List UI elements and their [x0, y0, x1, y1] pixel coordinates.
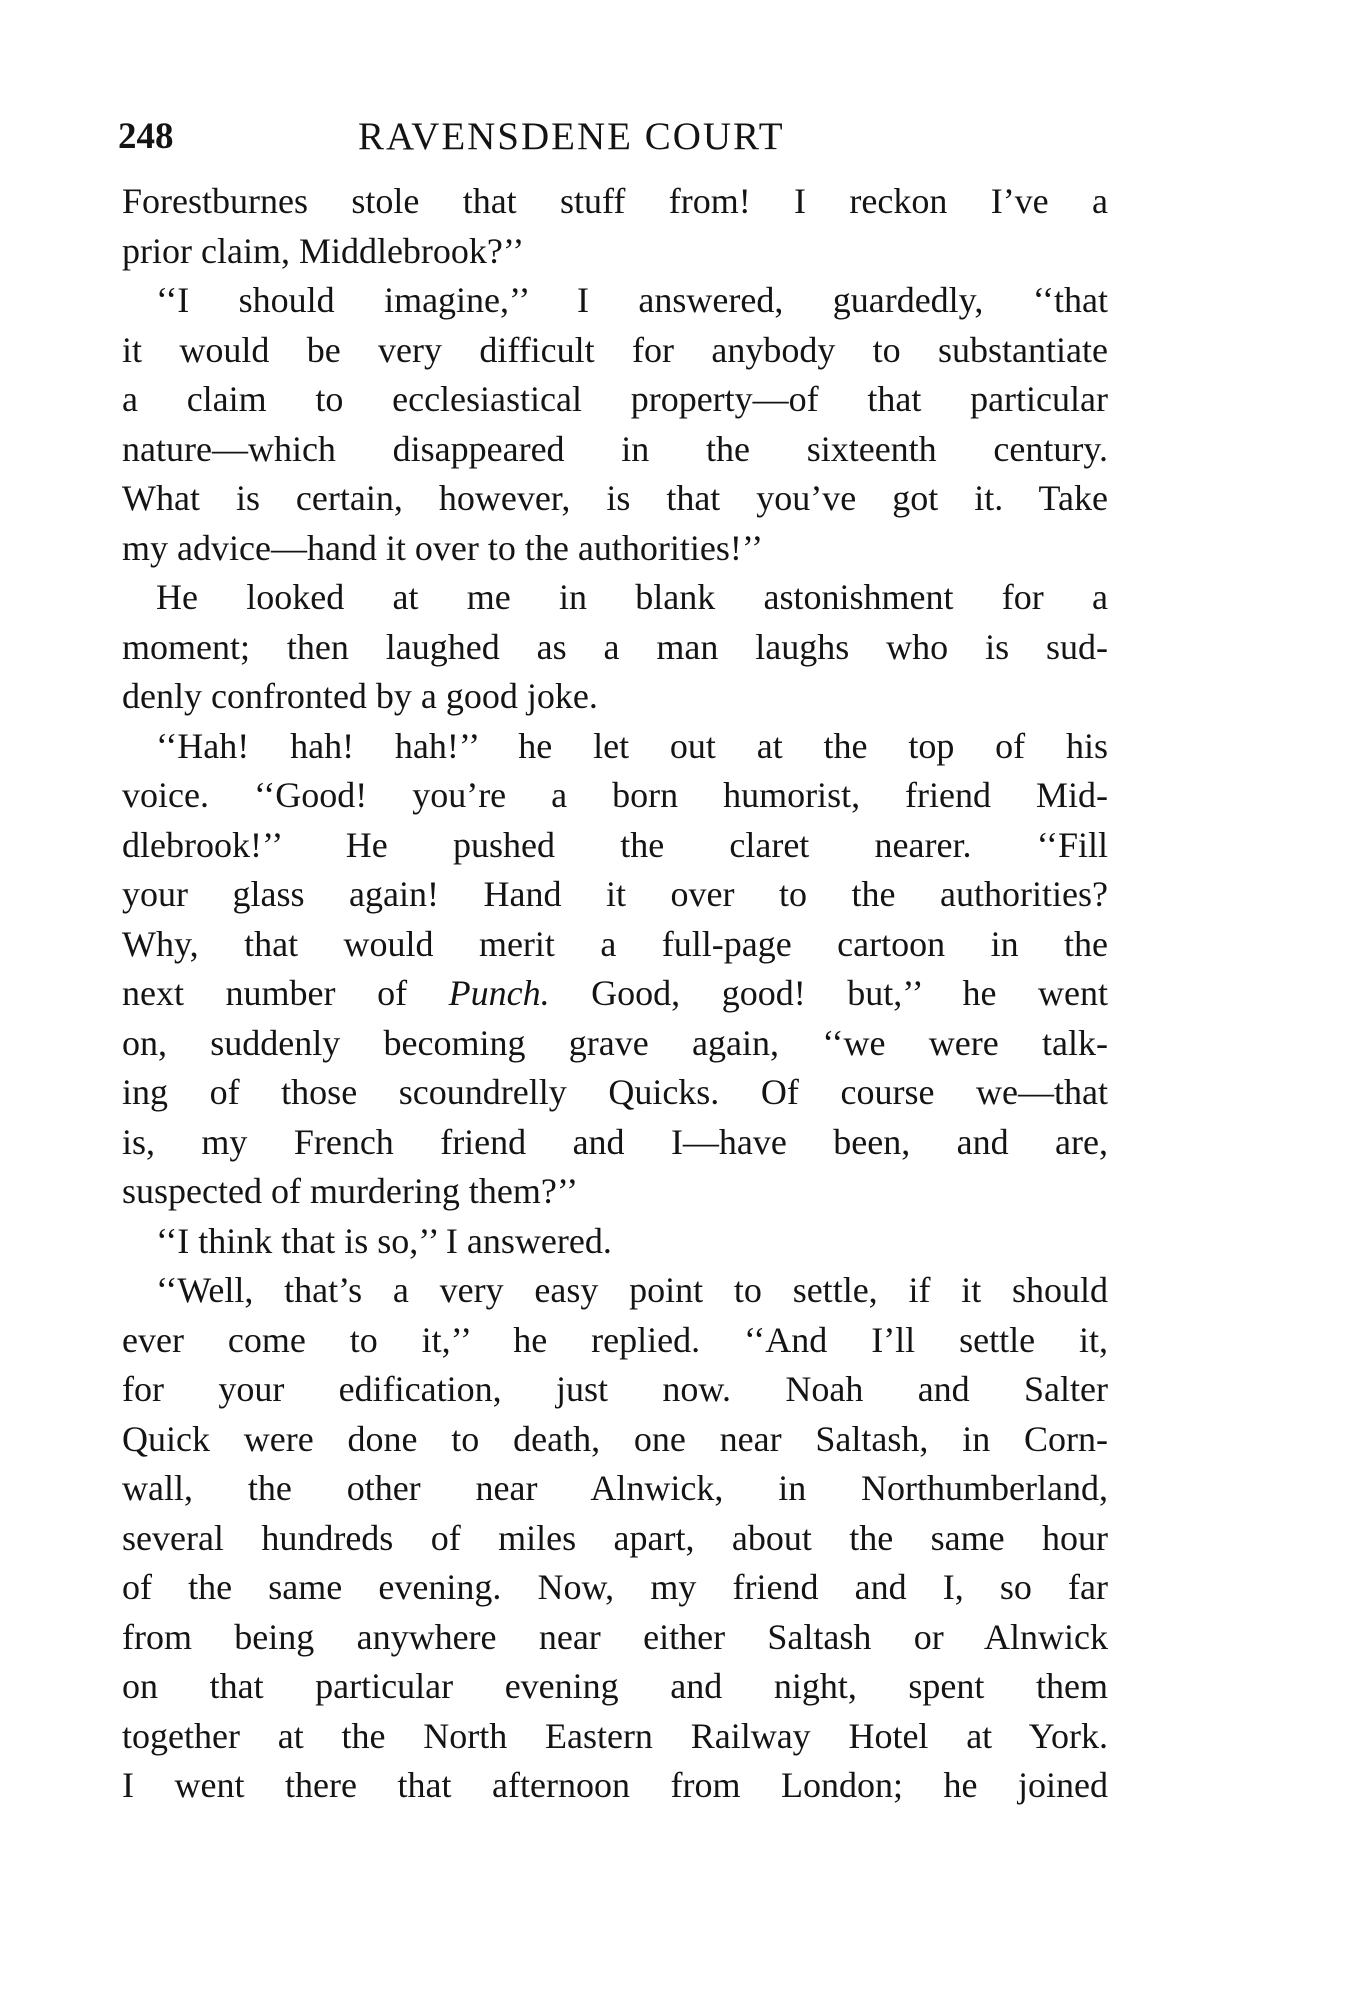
- text-line: together at the North Eastern Railway Hotel at York.: [122, 1715, 1108, 1756]
- page-number: 248: [118, 116, 174, 157]
- text-line: suspected of murdering them?’’: [122, 1171, 579, 1211]
- text-line: from being anywhere near either Saltash or Alnwick: [122, 1616, 1108, 1657]
- running-title: RAVENSDENE COURT: [358, 115, 785, 158]
- text-segment: Good, good! but,’’ he went: [549, 973, 1109, 1013]
- text-line: voice. ‘‘Good! you’re a born humorist, friend Mid-: [122, 775, 1108, 815]
- text-segment: next number of: [122, 973, 449, 1013]
- page-header: [118, 112, 1118, 162]
- text-line: He looked at me in blank astonishment for a: [156, 577, 1108, 617]
- text-line: [122, 969, 1108, 1019]
- italic-title: Punch.: [448, 973, 550, 1013]
- text-line: is, my French friend and I—have been, and are,: [122, 1121, 1108, 1162]
- text-line: Quick were done to death, one near Saltash, in Corn-: [122, 1418, 1108, 1459]
- text-line: ‘‘Hah! hah! hah!’’ he let out at the top of his: [156, 725, 1108, 766]
- text-line: several hundreds of miles apart, about the same hour: [122, 1517, 1108, 1558]
- text-line: prior claim, Middlebrook?’’: [122, 230, 525, 271]
- text-line: ever come to it,’’ he replied. ‘‘And I’ll settle it,: [122, 1319, 1108, 1360]
- text-line: What is certain, however, is that you’ve got it. Take: [122, 478, 1108, 518]
- text-line: nature—which disappeared in the sixteenth century.: [122, 428, 1108, 469]
- text-line: moment; then laughed as a man laughs who is sud-: [122, 626, 1108, 667]
- text-line: on, suddenly becoming grave again, ‘‘we were talk-: [122, 1022, 1108, 1063]
- text-line: ing of those scoundrelly Quicks. Of course we—that: [122, 1072, 1108, 1112]
- text-line: my advice—hand it over to the authorities!’’: [122, 527, 764, 568]
- text-line: Why, that would merit a full-page cartoon in the: [122, 923, 1108, 964]
- text-line: ‘‘I think that is so,’’ I answered.: [156, 1220, 612, 1261]
- text-line: wall, the other near Alnwick, in Northumberland,: [122, 1468, 1108, 1508]
- text-line: dlebrook!’’ He pushed the claret nearer. ‘‘Fill: [122, 824, 1108, 865]
- text-line: denly confronted by a good joke.: [122, 676, 598, 716]
- text-line: of the same evening. Now, my friend and I, so far: [122, 1567, 1108, 1607]
- text-line: I went there that afternoon from London; he joined: [122, 1765, 1108, 1805]
- text-line: it would be very difficult for anybody to substantiate: [122, 329, 1108, 370]
- text-line: Forestburnes stole that stuff from! I reckon I’ve a: [122, 181, 1108, 221]
- text-line: your glass again! Hand it over to the authorities?: [122, 874, 1108, 914]
- text-line: for your edification, just now. Noah and Salter: [122, 1369, 1108, 1409]
- text-line: ‘‘Well, that’s a very easy point to settle, if it should: [156, 1270, 1108, 1310]
- body-text: [122, 177, 1108, 1811]
- text-line: on that particular evening and night, spent them: [122, 1666, 1108, 1706]
- text-line: ‘‘I should imagine,’’ I answered, guardedly, ‘‘that: [156, 280, 1108, 320]
- text-line: a claim to ecclesiastical property—of that particular: [122, 379, 1108, 419]
